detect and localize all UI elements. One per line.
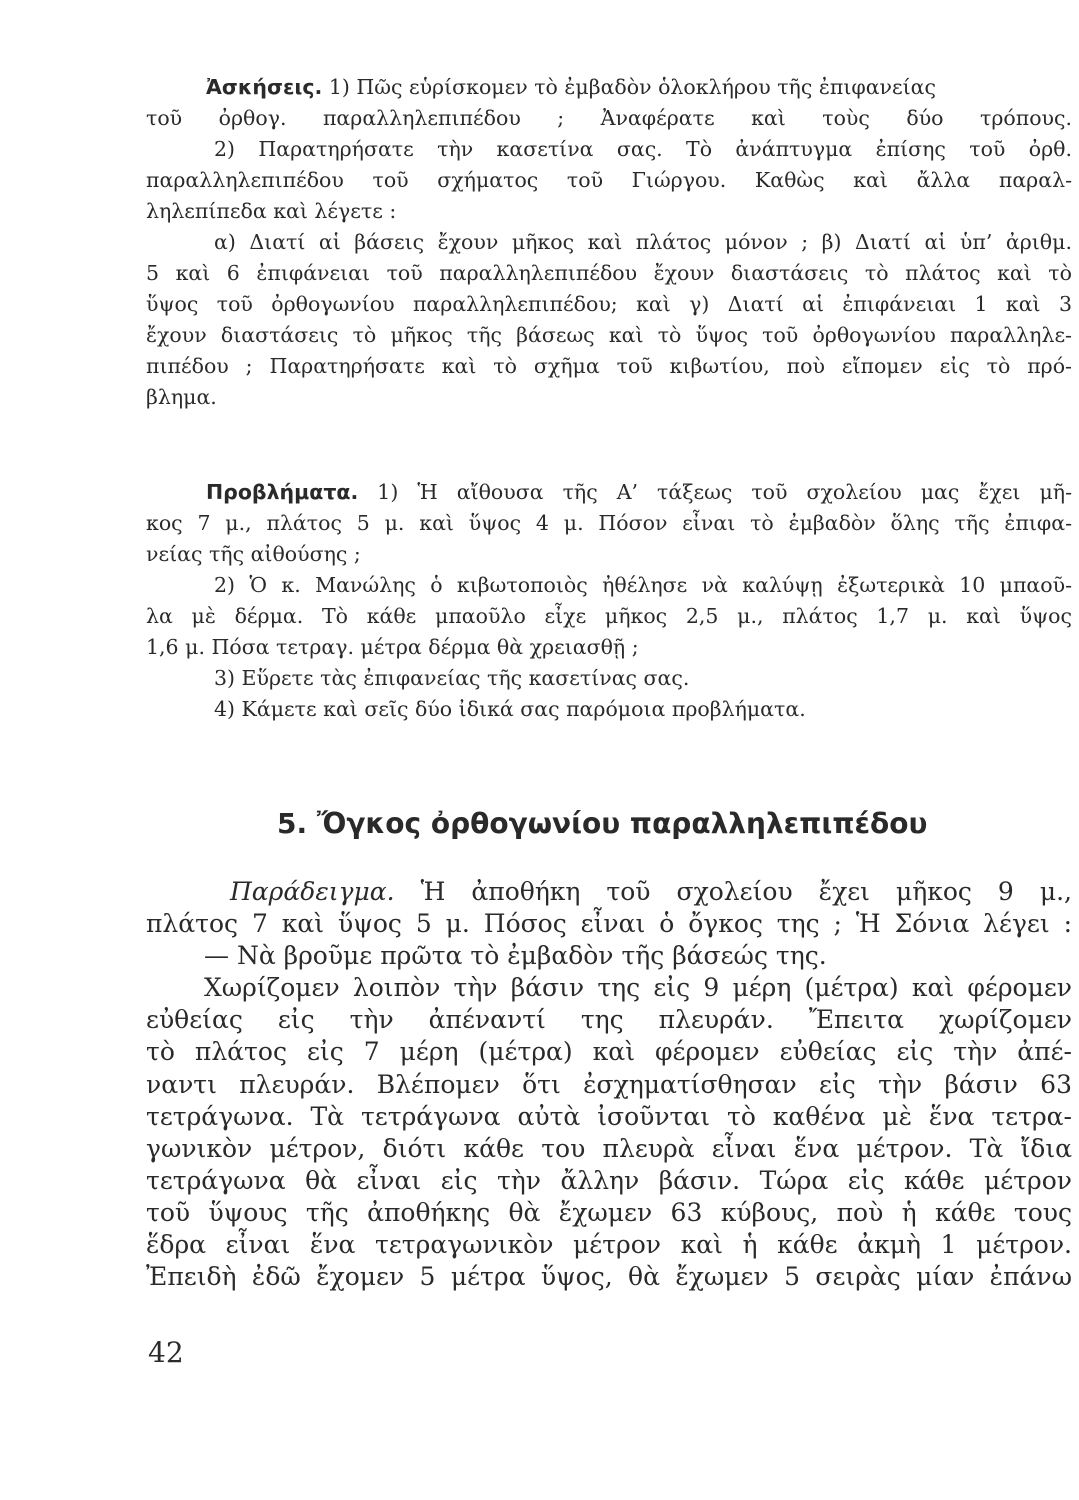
exercises-line-4: παραλληλεπιπέδου τοῦ σχήματος τοῦ Γιώργου. Καθὼς καὶ ἄλλα παραλ- [146, 168, 1072, 192]
exercises-line-11: βλημα. [146, 385, 217, 409]
example-section [146, 876, 1072, 1293]
problems-line-6: 1,6 μ. Πόσα τετραγ. μέτρα δέρμα θὰ χρειασθῇ ; [146, 635, 639, 659]
example-line-5: εὐθείας εἰς τὴν ἀπέναντί της πλευράν. Ἔπειτα χωρίζομεν [146, 1005, 1072, 1035]
exercises-line-7: 5 καὶ 6 ἐπιφάνειαι τοῦ παραλληλεπιπέδου ἔχουν διαστάσεις τὸ πλάτος καὶ τὸ [146, 261, 1072, 285]
exercises-line-1: Ἀσκήσεις. 1) Πῶς εὑρίσκομεν τὸ ἐμβαδὸν ὁλοκλήρου τῆς ἐπιφανείας [206, 75, 936, 99]
example-line-6: τὸ πλάτος εἰς 7 μέρη (μέτρα) καὶ φέρομεν εὐθείας εἰς τὴν ἀπέ- [146, 1037, 1072, 1067]
example-line-9: γωνικὸν μέτρον, διότι κάθε του πλευρὰ εἶναι ἕνα μέτρον. Τὰ ἴδια [146, 1133, 1072, 1163]
exercises-line-3: 2) Παρατηρήσατε τὴν κασετίνα σας. Τὸ ἀνάπτυγμα ἐπίσης τοῦ ὀρθ. [214, 137, 1072, 161]
example-line-10: τετράγωνα θὰ εἶναι εἰς τὴν ἄλλην βάσιν. Τώρα εἰς κάθε μέτρον [146, 1165, 1072, 1195]
problems-section [146, 477, 1072, 725]
exercises-line-9: ἔχουν διαστάσεις τὸ μῆκος τῆς βάσεως καὶ τὸ ὕψος τοῦ ὀρθογωνίου παραλληλε- [146, 323, 1072, 347]
example-line-7: ναντι πλευράν. Βλέπομεν ὅτι ἐσχηματίσθησαν εἰς τὴν βάσιν 63 [146, 1069, 1072, 1099]
exercises-label: Ἀσκήσεις. [206, 75, 323, 99]
example-line-1: Παράδειγμα. Ἡ ἀποθήκη τοῦ σχολείου ἔχει μῆκος 9 μ., [230, 877, 1072, 906]
problems-line-2: κος 7 μ., πλάτος 5 μ. καὶ ὕψος 4 μ. Πόσον εἶναι τὸ ἐμβαδὸν ὅλης τῆς ἐπιφα- [146, 511, 1072, 535]
example-label: Παράδειγμα. [230, 877, 395, 906]
example-line-13: Ἐπειδὴ ἐδῶ ἔχομεν 5 μέτρα ὕψος, θὰ ἔχωμεν 5 σειρὰς μίαν ἐπάνω [146, 1262, 1072, 1292]
problems-line-1: Προβλήματα. 1) Ἡ αἴθουσα τῆς Α’ τάξεως τοῦ σχολείου μας ἔχει μῆ- [206, 480, 1072, 504]
exercises-line-6: α) Διατί αἱ βάσεις ἔχουν μῆκος καὶ πλάτος μόνον ; β) Διατί αἱ ὑπ’ ἀριθμ. [214, 230, 1072, 254]
example-line-8: τετράγωνα. Τὰ τετράγωνα αὐτὰ ἰσοῦνται τὸ καθένα μὲ ἕνα τετρα- [146, 1101, 1072, 1131]
problems-line-7: 3) Εὕρετε τὰς ἐπιφανείας τῆς κασετίνας σας. [214, 666, 690, 690]
example-line-11: τοῦ ὕψους τῆς ἀποθήκης θὰ ἔχωμεν 63 κύβους, ποὺ ἡ κάθε τους [146, 1197, 1072, 1227]
problems-line-3: νείας τῆς αἰθούσης ; [146, 542, 361, 566]
exercises-section [146, 72, 1072, 413]
problems-line-5: λα μὲ δέρμα. Τὸ κάθε μπαοῦλο εἶχε μῆκος 2,5 μ., πλάτος 1,7 μ. καὶ ὕψος [146, 604, 1072, 628]
page-number: 42 [148, 1336, 184, 1369]
exercises-line-8: ὕψος τοῦ ὀρθογωνίου παραλληλεπιπέδου; καὶ γ) Διατί αἱ ἐπιφάνειαι 1 καὶ 3 [146, 292, 1072, 316]
exercises-line-5: ληλεπίπεδα καὶ λέγετε : [146, 199, 397, 223]
example-line-12: ἕδρα εἶναι ἕνα τετραγωνικὸν μέτρον καὶ ἡ κάθε ἀκμὴ 1 μέτρον. [146, 1230, 1072, 1260]
example-line-4: Χωρίζομεν λοιπὸν τὴν βάσιν της εἰς 9 μέρη (μέτρα) καὶ φέρομεν [204, 973, 1072, 1003]
problems-label: Προβλήματα. [206, 480, 359, 504]
problems-line-8: 4) Κάμετε καὶ σεῖς δύο ἰδικά σας παρόμοια προβλήματα. [214, 697, 806, 721]
example-line-2: πλάτος 7 καὶ ὕψος 5 μ. Πόσος εἶναι ὁ ὄγκος της ; Ἡ Σόνια λέγει : [146, 909, 1072, 939]
problems-line-4: 2) Ὁ κ. Μανώλης ὁ κιβωτοποιὸς ἠθέλησε νὰ καλύψῃ ἐξωτερικὰ 10 μπαοῦ- [214, 573, 1072, 597]
exercises-line-10: πιπέδου ; Παρατηρήσατε καὶ τὸ σχῆμα τοῦ κιβωτίου, ποὺ εἴπομεν εἰς τὸ πρό- [146, 354, 1072, 378]
exercises-line-2: τοῦ ὀρθογ. παραλληλεπιπέδου ; Ἀναφέρατε καὶ τοὺς δύο τρόπους. [146, 106, 1072, 130]
section-heading: 5. Ὄγκος ὀρθογωνίου παραλληλεπιπέδου [277, 807, 928, 840]
example-line-3: — Νὰ βροῦμε πρῶτα τὸ ἐμβαδὸν τῆς βάσεώς της. [204, 941, 827, 971]
